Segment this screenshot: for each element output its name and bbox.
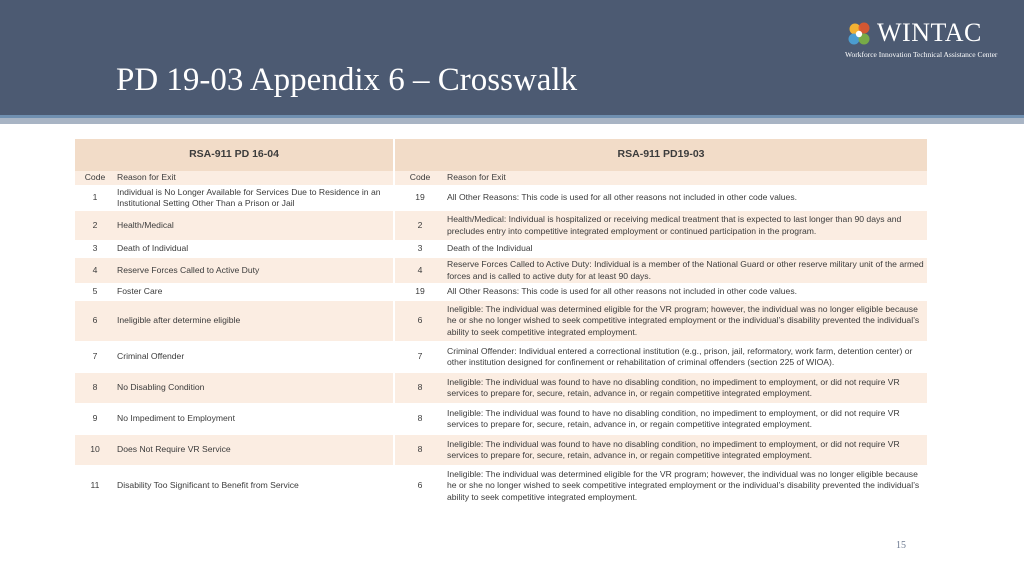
new-reason-cell: Criminal Offender: Individual entered a correctional institution (e.g., prison, jail, reformatory, work farm, detention center) or other institution designed for confinement or rehabilitation of criminal offenders (section 225 of WIOA).: [445, 342, 927, 373]
old-code-cell: 4: [75, 258, 115, 284]
new-code-cell: 7: [395, 342, 445, 373]
new-code-cell: 19: [395, 186, 445, 211]
header-divider-secondary: [0, 118, 1024, 124]
logo-subtitle: Workforce Innovation Technical Assistance Center: [845, 50, 998, 59]
new-code-cell: 3: [395, 241, 445, 258]
old-code-cell: 11: [75, 466, 115, 507]
table-row: [75, 435, 927, 466]
crosswalk-table: [75, 139, 927, 506]
old-reason-cell: No Impediment to Employment: [115, 404, 393, 435]
col-header-code-new: Code: [395, 171, 445, 186]
table-row: [75, 211, 927, 241]
new-code-cell: 8: [395, 435, 445, 466]
new-reason-cell: Ineligible: The individual was found to have no disabling condition, no impediment to employment, or did not require VR services to prepare for, secure, retain, advance in, or regain competitive integrated employment.: [445, 435, 927, 466]
old-code-cell: 3: [75, 241, 115, 258]
old-code-cell: 5: [75, 284, 115, 301]
new-reason-cell: All Other Reasons: This code is used for all other reasons not included in other code values.: [445, 284, 927, 301]
old-reason-cell: Health/Medical: [115, 211, 393, 241]
new-code-cell: 6: [395, 301, 445, 342]
table-row: [75, 258, 927, 284]
table-row: [75, 466, 927, 507]
old-reason-cell: No Disabling Condition: [115, 373, 393, 404]
new-code-cell: 19: [395, 284, 445, 301]
new-reason-cell: Health/Medical: Individual is hospitalized or receiving medical treatment that is expected to last longer than 90 days and precludes entry into competitive integrated employment or continued participation in the program.: [445, 211, 927, 241]
wintac-logo: [845, 20, 1015, 62]
old-code-cell: 7: [75, 342, 115, 373]
slide-title: PD 19-03 Appendix 6 – Crosswalk: [116, 62, 578, 98]
old-reason-cell: Criminal Offender: [115, 342, 393, 373]
col-header-code-old: Code: [75, 171, 115, 186]
old-code-cell: 1: [75, 186, 115, 211]
old-code-cell: 2: [75, 211, 115, 241]
new-code-cell: 6: [395, 466, 445, 507]
table-row: [75, 301, 927, 342]
old-code-cell: 6: [75, 301, 115, 342]
old-reason-cell: Reserve Forces Called to Active Duty: [115, 258, 393, 284]
table-row: [75, 186, 927, 211]
new-code-cell: 2: [395, 211, 445, 241]
new-reason-cell: All Other Reasons: This code is used for all other reasons not included in other code values.: [445, 186, 927, 211]
left-table-header: RSA-911 PD 16-04: [75, 139, 393, 171]
old-code-cell: 10: [75, 435, 115, 466]
table-row: [75, 284, 927, 301]
new-code-cell: 4: [395, 258, 445, 284]
old-code-cell: 8: [75, 373, 115, 404]
new-reason-cell: Death of the Individual: [445, 241, 927, 258]
new-reason-cell: Reserve Forces Called to Active Duty: Individual is a member of the National Guard or other reserve military unit of the armed forces and is called to active duty for at least 90 days.: [445, 258, 927, 284]
old-reason-cell: Death of Individual: [115, 241, 393, 258]
new-code-cell: 8: [395, 373, 445, 404]
page-number: 15: [896, 540, 906, 551]
new-reason-cell: Ineligible: The individual was determined eligible for the VR program; however, the individual was no longer eligible because he or she no longer wished to seek competitive integrated employment or the individual’s disability prevented the individual’s ability to seek competitive integrated employment.: [445, 466, 927, 507]
col-header-reason-old: Reason for Exit: [115, 171, 393, 186]
table-row: [75, 342, 927, 373]
old-reason-cell: Individual is No Longer Available for Services Due to Residence in an Institutional Setting Other Than a Prison or Jail: [115, 186, 393, 211]
logo-name: WINTAC: [877, 18, 982, 47]
new-reason-cell: Ineligible: The individual was found to have no disabling condition, no impediment to employment, or did not require VR services to prepare for, secure, retain, advance in, or regain competitive integrated employment.: [445, 373, 927, 404]
wintac-logo-icon: [845, 20, 875, 50]
table-row: [75, 241, 927, 258]
old-reason-cell: Disability Too Significant to Benefit from Service: [115, 466, 393, 507]
right-table-header: RSA-911 PD19-03: [395, 139, 927, 171]
new-code-cell: 8: [395, 404, 445, 435]
table-row: [75, 373, 927, 404]
col-header-reason-new: Reason for Exit: [445, 171, 927, 186]
old-reason-cell: Ineligible after determine eligible: [115, 301, 393, 342]
new-reason-cell: Ineligible: The individual was determined eligible for the VR program; however, the individual was no longer eligible because he or she no longer wished to seek competitive integrated employment or the individual’s disability prevented the individual’s ability to seek competitive integrated employment.: [445, 301, 927, 342]
old-reason-cell: Does Not Require VR Service: [115, 435, 393, 466]
table-row: [75, 404, 927, 435]
new-reason-cell: Ineligible: The individual was found to have no disabling condition, no impediment to employment, or did not require VR services to prepare for, secure, retain, advance in, or regain competitive integrated employment.: [445, 404, 927, 435]
old-reason-cell: Foster Care: [115, 284, 393, 301]
old-code-cell: 9: [75, 404, 115, 435]
